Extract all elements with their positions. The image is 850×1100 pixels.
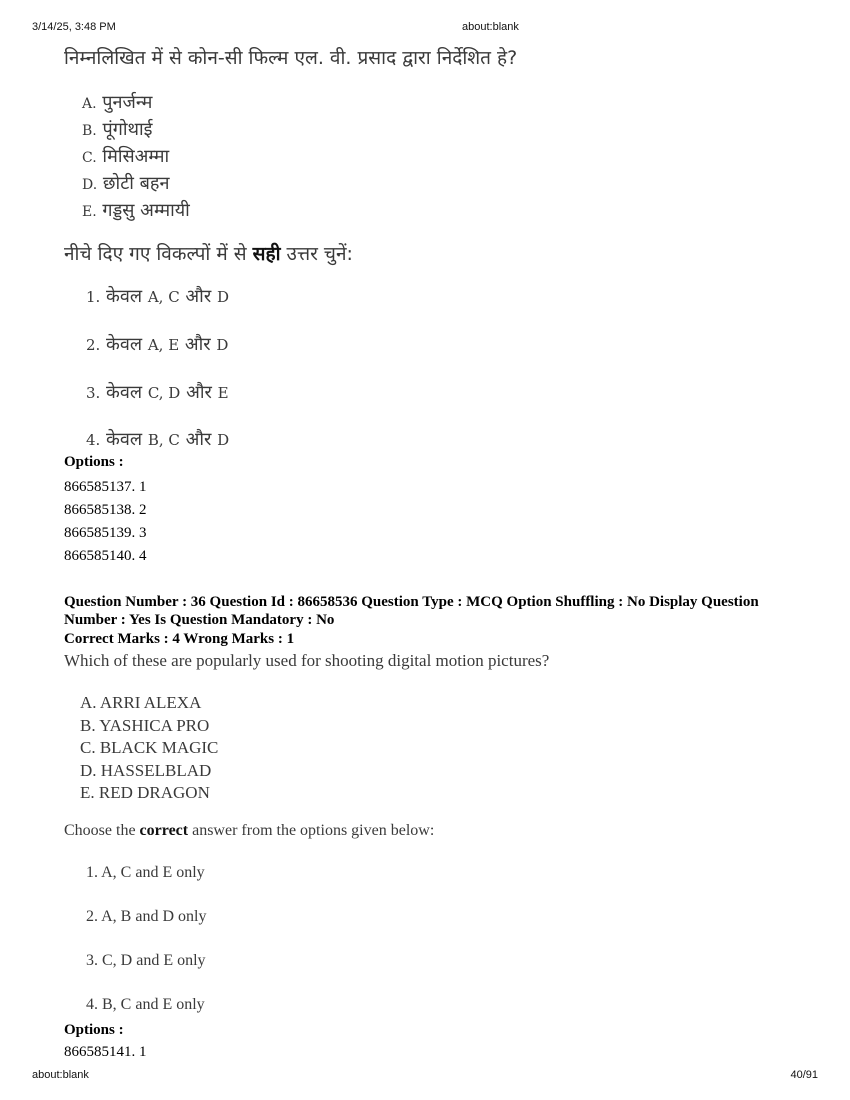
answer-choice: 1. केवल A, C और D [86, 286, 229, 307]
question-35-text: निम्नलिखित में से कोन-सी फिल्म एल. वी. प्रसाद द्वारा निर्देशित हे? [64, 47, 518, 69]
options-label: Options : [64, 454, 124, 470]
option-id: 866585139. 3 [64, 525, 147, 541]
list-item: A. पुनर्जन्म [82, 92, 153, 113]
answer-choice: 3. केवल C, D और E [86, 382, 229, 403]
list-item: C. BLACK MAGIC [80, 738, 219, 757]
list-item: D. HASSELBLAD [80, 760, 212, 780]
option-id: 866585137. 1 [64, 479, 147, 495]
answer-choice: 4. B, C and E only [86, 996, 205, 1013]
list-item: B. पूंगोथाई [82, 119, 153, 140]
list-item: E. RED DRAGON [80, 783, 210, 802]
list-item: C. मिसिअम्मा [82, 146, 170, 167]
answer-choice: 2. A, B and D only [86, 908, 207, 925]
list-item: B. YASHICA PRO [80, 715, 210, 735]
question-35-items [82, 90, 190, 225]
footer-url: about:blank [32, 1069, 89, 1081]
list-item: E. गड्डसु अम्मायी [82, 200, 190, 221]
list-item: D. छोटी बहन [82, 173, 170, 194]
option-id: 866585138. 2 [64, 502, 147, 518]
page-number: 40/91 [790, 1069, 818, 1081]
question-36-text: Which of these are popularly used for shooting digital motion pictures? [64, 651, 550, 670]
answer-choice: 4. केवल B, C और D [86, 429, 230, 450]
question-36-meta: Question Number : 36 Question Id : 86658536 Question Type : MCQ Option Shuffling : No Display Question Number : Yes Is Question Mandatory : No [64, 594, 759, 628]
question-36-items [80, 692, 218, 805]
option-id: 866585140. 4 [64, 548, 147, 564]
print-url: about:blank [462, 21, 519, 33]
list-item: A. ARRI ALEXA [80, 693, 202, 712]
print-datetime: 3/14/25, 3:48 PM [32, 21, 116, 33]
answer-choice: 1. A, C and E only [86, 864, 205, 881]
question-36-marks: Correct Marks : 4 Wrong Marks : 1 [64, 631, 295, 647]
option-id: 866585141. 1 [64, 1044, 147, 1060]
options-label: Options : [64, 1022, 124, 1038]
answer-choice: 3. C, D and E only [86, 952, 206, 969]
question-36-instruction: Choose the correct answer from the options given below: [64, 822, 435, 839]
answer-choice: 2. केवल A, E और D [86, 334, 229, 355]
options-list [64, 476, 147, 568]
question-35-instruction: नीचे दिए गए विकल्पों में से सही उत्तर चुनें: [64, 243, 353, 265]
